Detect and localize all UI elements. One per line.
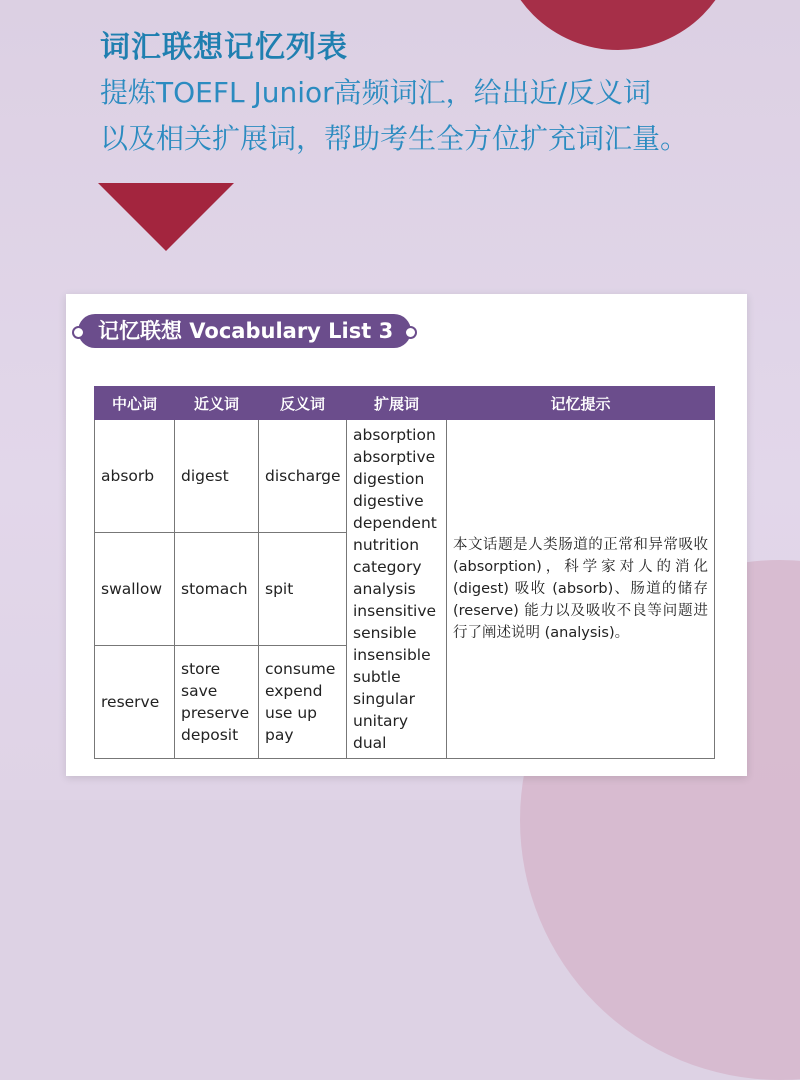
synonym: digest (181, 467, 229, 485)
extension-word: digestion (353, 470, 425, 488)
extension-word: absorptive (353, 448, 436, 466)
antonym-cell (259, 646, 347, 759)
antonym: discharge (265, 467, 341, 485)
header-memory-tip: 记忆提示 (447, 387, 715, 420)
extension-word: sensible (353, 624, 417, 642)
synonym: stomach (181, 580, 248, 598)
synonym-cell (175, 533, 259, 646)
page-title: 词汇联想记忆列表 (100, 30, 348, 65)
table-row (95, 420, 715, 533)
extension-word: singular (353, 690, 416, 708)
synonym: store (181, 660, 221, 678)
center-word-cell: reserve (95, 646, 175, 759)
synonym-cell (175, 646, 259, 759)
vocabulary-list-label: 记忆联想 Vocabulary List 3 (78, 314, 411, 348)
center-word-cell: swallow (95, 533, 175, 646)
description-line-2: 以及相关扩展词，帮助考生全方位扩充词汇量。 (100, 122, 689, 155)
antonym-cell (259, 533, 347, 646)
extension-word: absorption (353, 426, 436, 444)
extension-word: category (353, 558, 422, 576)
extension-word: insensitive (353, 602, 437, 620)
header-antonyms: 反义词 (259, 387, 347, 420)
down-triangle-icon (98, 183, 234, 251)
extension-word: insensible (353, 646, 431, 664)
extension-word: subtle (353, 668, 401, 686)
antonym: spit (265, 580, 294, 598)
antonym-cell (259, 420, 347, 533)
antonym: pay (265, 726, 294, 744)
antonym: use up (265, 704, 318, 722)
extension-words-cell (347, 420, 447, 759)
vocabulary-table (94, 386, 715, 759)
extension-word: analysis (353, 580, 416, 598)
extension-word: nutrition (353, 536, 420, 554)
extension-word: dual (353, 734, 387, 752)
center-word-cell: absorb (95, 420, 175, 533)
page-description (100, 70, 688, 162)
header-extension: 扩展词 (347, 387, 447, 420)
synonym-cell (175, 420, 259, 533)
extension-word: digestive (353, 492, 424, 510)
extension-word: dependent (353, 514, 437, 532)
description-line-1: 提炼TOEFL Junior高频词汇，给出近/反义词 (100, 76, 652, 109)
header-synonyms: 近义词 (175, 387, 259, 420)
extension-word: unitary (353, 712, 409, 730)
table-header-row (95, 387, 715, 420)
synonym: preserve (181, 704, 250, 722)
antonym: expend (265, 682, 323, 700)
antonym: consume (265, 660, 336, 678)
header-center-word: 中心词 (95, 387, 175, 420)
memory-tip-cell: 本文话题是人类肠道的正常和异常吸收 (absorption)，科学家对人的消化 (digest) 吸收 (absorb)、肠道的储存 (reserve) 能力以及吸收不良等问题进行了阐述说明 (analysis)。 (447, 420, 715, 759)
synonym: deposit (181, 726, 239, 744)
synonym: save (181, 682, 218, 700)
